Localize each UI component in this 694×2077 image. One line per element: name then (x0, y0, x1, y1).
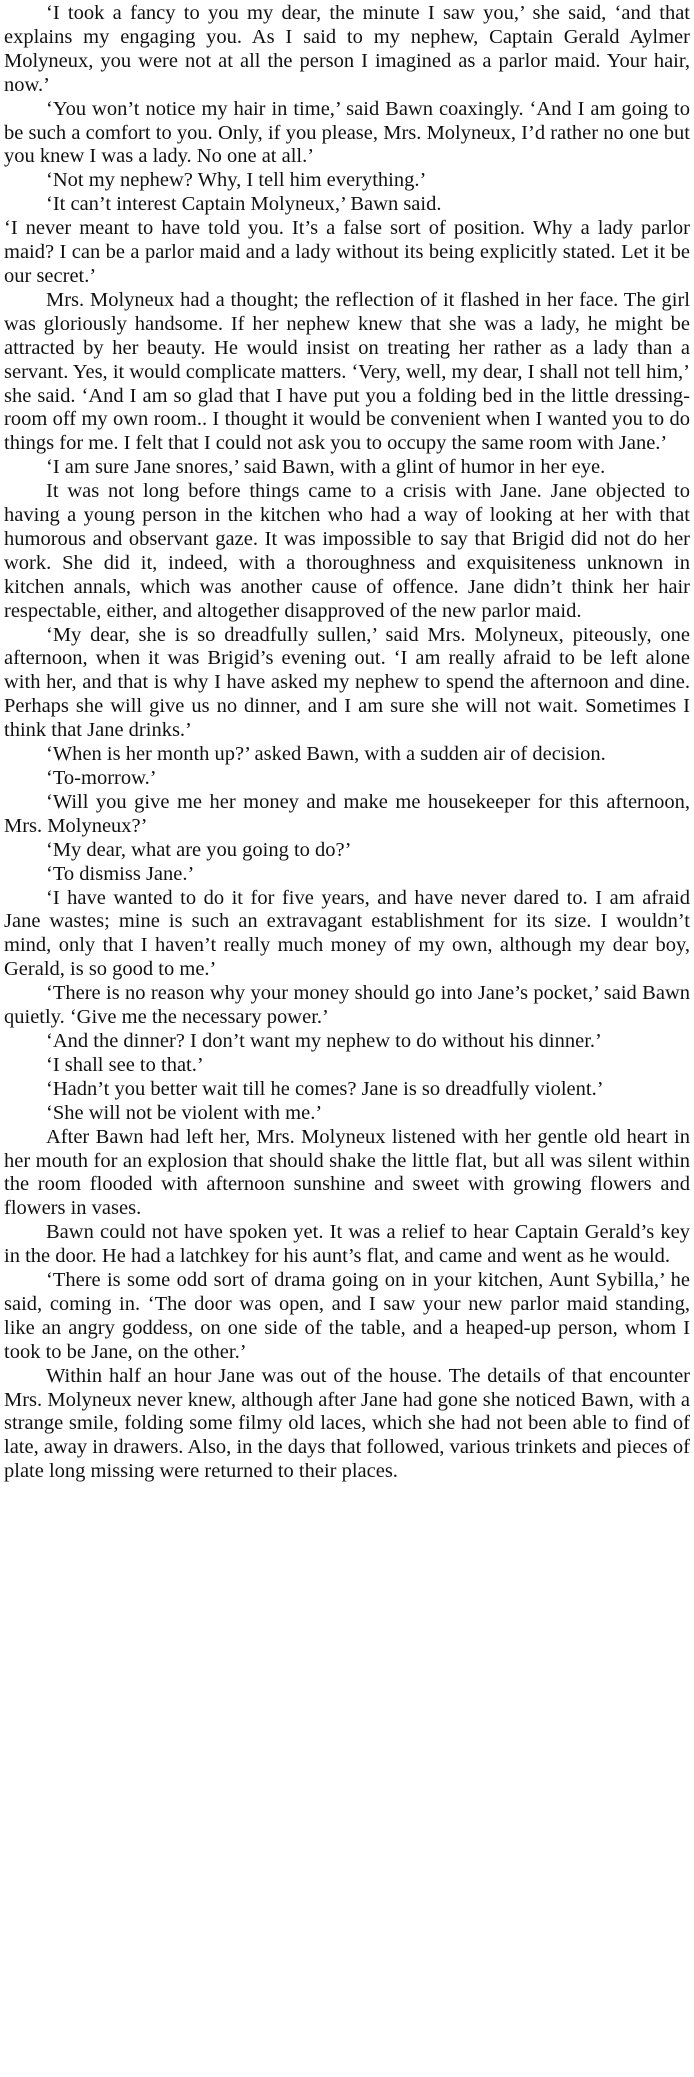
paragraph-23: ‘There is some odd sort of drama going on in your kitchen, Aunt Sybilla,’ he said, coming in. ‘The door was open, and I saw your new parlor maid standing, like an angry goddess, on one side of the table, and a heaped-up person, whom I took to be Jane, on the other.’ (4, 1269, 690, 1363)
paragraph-20: ‘She will not be violent with me.’ (46, 1101, 323, 1124)
paragraph-5: ‘I never meant to have told you. It’s a false sort of position. Why a lady parlor maid? I can be a parlor maid and a lady without its being explicitly stated. Let it be our secret.’ (4, 217, 690, 287)
paragraph-1: ‘I took a fancy to you my dear, the minute I saw you,’ she said, ‘and that explains my engaging you. As I said to my nephew, Captain Gerald Aylmer Molyneux, you were not at all the person I imagined as a parlor maid. Your hair, now.’ (4, 2, 690, 96)
paragraph-6: Mrs. Molyneux had a thought; the reflection of it flashed in her face. The girl was gloriously handsome. If her nephew knew that she was a lady, he might be attracted by her beauty. He would insist on treating her rather as a lady than a servant. Yes, it would complicate matters. ‘Very, well, my dear, I shall not tell him,’ she said. ‘And I am so glad that I have put you a folding bed in the little dressing-room off my own room.. I thought it would be convenient when I wanted you to do things for me. I felt that I could not ask you to occupy the same room with Jane.’ (4, 288, 690, 455)
paragraph-16: ‘There is no reason why your money should go into Jane’s pocket,’ said Bawn quietly. ‘Give me the necessary power.’ (4, 982, 690, 1029)
paragraph-2: ‘You won’t notice my hair in time,’ said Bawn coaxingly. ‘And I am going to be such a comfort to you. Only, if you please, Mrs. Molyneux, I’d rather no one but you knew I was a lady. No one at all.’ (4, 97, 690, 168)
paragraph-12: ‘Will you give me her money and make me housekeeper for this afternoon, Mrs. Molyneux?’ (4, 790, 690, 837)
paragraph-19: ‘Hadn’t you better wait till he comes? Jane is so dreadfully violent.’ (46, 1077, 604, 1100)
paragraph-7: ‘I am sure Jane snores,’ said Bawn, with a glint of humor in her eye. (46, 456, 606, 479)
paragraph-15: ‘I have wanted to do it for five years, and have never dared to. I am afraid Jane wastes; mine is such an extravagant establishment for its size. I wouldn’t mind, only that I haven’t really much money of my own, although my dear boy, Gerald, is so good to me.’ (4, 886, 690, 981)
paragraph-13: ‘My dear, what are you going to do?’ (46, 838, 352, 861)
paragraph-11: ‘To-morrow.’ (46, 767, 157, 789)
paragraph-22: Bawn could not have spoken yet. It was a relief to hear Captain Gerald’s key in the door. He had a latchkey for his aunt’s flat, and came and went as he would. (4, 1221, 690, 1268)
paragraph-9: ‘My dear, she is so dreadfully sullen,’ said Mrs. Molyneux, piteously, one afternoon, when it was Brigid’s evening out. ‘I am really afraid to be left alone with her, and that is why I have asked my nephew to spend the afternoon and dine. Perhaps she will give us no dinner, and I am sure she will not wait. Sometimes I think that Jane drinks.’ (4, 623, 690, 742)
paragraph-10: ‘When is her month up?’ asked Bawn, with a sudden air of decision. (46, 743, 606, 766)
paragraph-24: Within half an hour Jane was out of the house. The details of that encounter Mrs. Molyneux never knew, although after Jane had gone she noticed Bawn, with a strange smile, folding some filmy old laces, which she had not been able to find of late, away in drawers. Also, in the days that followed, various trinkets and pieces of plate long missing were returned to their places. (4, 1364, 690, 1483)
paragraph-18: ‘I shall see to that.’ (46, 1053, 204, 1076)
paragraph-17: ‘And the dinner? I don’t want my nephew to do without his dinner.’ (46, 1029, 602, 1052)
paragraph-4: ‘It can’t interest Captain Molyneux,’ Bawn said. (46, 193, 442, 216)
paragraph-14: ‘To dismiss Jane.’ (46, 862, 195, 885)
paragraph-21: After Bawn had left her, Mrs. Molyneux listened with her gentle old heart in her mouth for an explosion that should shake the little flat, but all was silent within the room flooded with afternoon sunshine and sweet with growing flowers and flowers in vases. (4, 1125, 690, 1220)
paragraph-3: ‘Not my nephew? Why, I tell him everything.’ (46, 169, 427, 192)
paragraph-8: It was not long before things came to a crisis with Jane. Jane objected to having a young person in the kitchen who had a way of looking at her with that humorous and observant gaze. It was impossible to say that Brigid did not do her work. She did it, indeed, with a thoroughness and exquisiteness unknown in kitchen annals, which was another cause of offence. Jane didn’t think her hair respectable, either, and altogether disapproved of the new parlor maid. (4, 480, 690, 622)
